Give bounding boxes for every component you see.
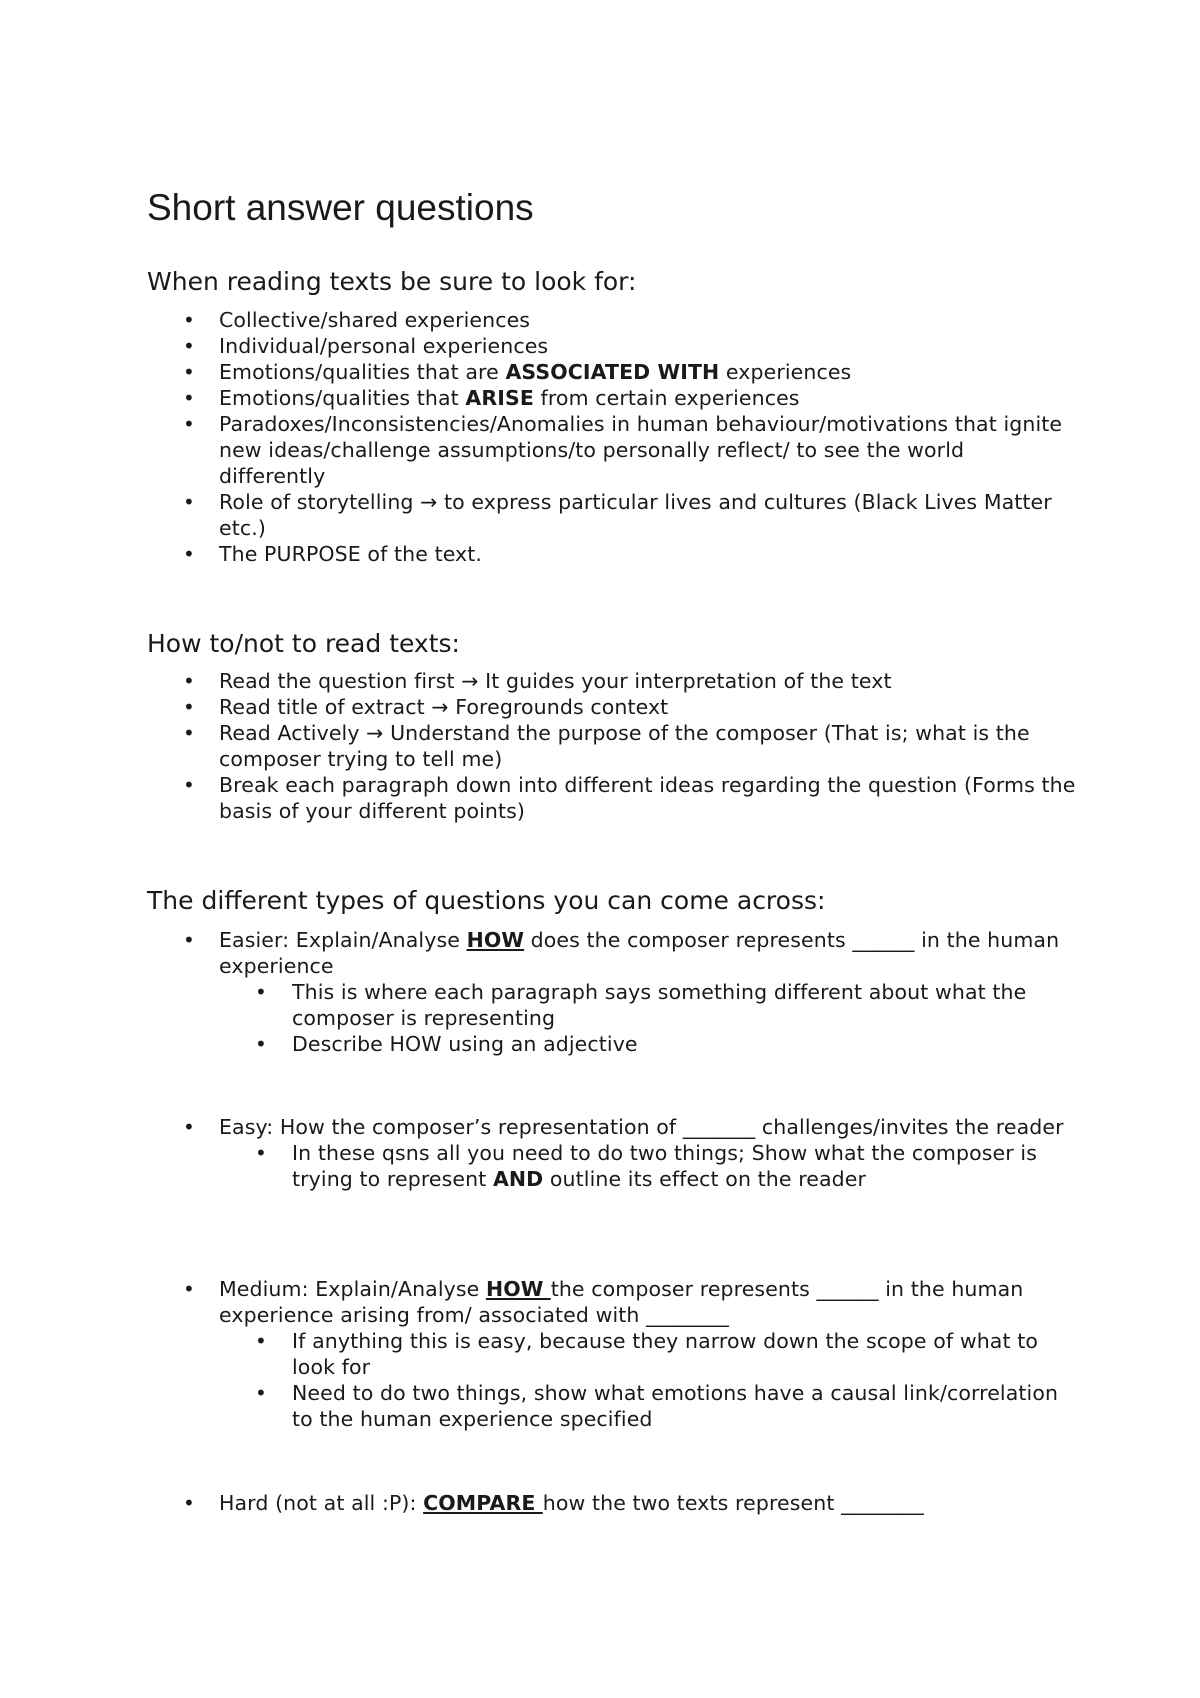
list-item: • The PURPOSE of the text. [147, 541, 1077, 567]
question-type-hard [147, 1490, 924, 1516]
look-for-list [147, 307, 1077, 567]
bold-text: ARISE [465, 386, 534, 410]
list-item: • Easy: How the composer’s representation of _______ challenges/invites the reader [147, 1114, 1077, 1140]
item-text: Medium: Explain/Analyse [219, 1277, 486, 1301]
section-heading-look-for: When reading texts be sure to look for: [147, 267, 637, 296]
sub-list-item: • If anything this is easy, because they narrow down the scope of what to look for [147, 1328, 1077, 1380]
item-text: outline its effect on the reader [543, 1167, 867, 1191]
section-heading-question-types: The different types of questions you can come across: [147, 886, 826, 915]
list-item [147, 927, 1077, 979]
question-type-easier [147, 927, 1077, 1057]
item-text: Hard (not at all :P): [219, 1491, 424, 1515]
sub-list-item: • Need to do two things, show what emotions have a causal link/correlation to the human experience specified [147, 1380, 1077, 1432]
page-title: Short answer questions [147, 187, 534, 228]
underlined-text: HOW [485, 1277, 551, 1301]
bold-text: AND [492, 1167, 544, 1191]
item-text: the composer represents ______ in the human experience arising from/ associated with ________ [219, 1277, 1024, 1327]
list-item [147, 1490, 924, 1516]
list-item: • Paradoxes/Inconsistencies/Anomalies in human behaviour/motivations that ignite new ideas/challenge assumptions/to personally reflect/ to see the world differently [147, 411, 1077, 489]
bold-text: ASSOCIATED WITH [505, 360, 720, 384]
item-text: In these qsns all you need to do two things; Show what the composer is trying to represent [292, 1141, 1037, 1191]
sub-list-item: • Describe HOW using an adjective [147, 1031, 1077, 1057]
item-text: Emotions/qualities that are [219, 360, 506, 384]
list-item: • Individual/personal experiences [147, 333, 1077, 359]
list-item [147, 1276, 1077, 1328]
underlined-text: HOW [466, 928, 525, 952]
item-text: from certain experiences [533, 386, 800, 410]
list-item: • Read title of extract → Foregrounds context [147, 694, 1077, 720]
item-text: does the composer represents ______ in the human experience [219, 928, 1060, 978]
item-text: Emotions/qualities that [219, 386, 466, 410]
sub-list-item [147, 1140, 1077, 1192]
question-type-easy [147, 1114, 1077, 1192]
list-item [147, 385, 1077, 411]
item-text: Easier: Explain/Analyse [219, 928, 467, 952]
list-item: • Break each paragraph down into different ideas regarding the question (Forms the basis of your different points) [147, 772, 1077, 824]
item-text: how the two texts represent ________ [542, 1491, 924, 1515]
list-item: • Collective/shared experiences [147, 307, 1077, 333]
list-item [147, 359, 1077, 385]
question-type-medium [147, 1276, 1077, 1432]
section-heading-how-to-read: How to/not to read texts: [147, 629, 460, 658]
how-to-read-list [147, 668, 1077, 824]
list-item: • Read Actively → Understand the purpose of the composer (That is; what is the composer trying to tell me) [147, 720, 1077, 772]
list-item: • Read the question first → It guides your interpretation of the text [147, 668, 1077, 694]
sub-list-item: • This is where each paragraph says something different about what the composer is representing [147, 979, 1077, 1031]
underlined-text: COMPARE [423, 1491, 543, 1515]
item-text: experiences [719, 360, 852, 384]
list-item: • Role of storytelling → to express particular lives and cultures (Black Lives Matter etc.) [147, 489, 1077, 541]
